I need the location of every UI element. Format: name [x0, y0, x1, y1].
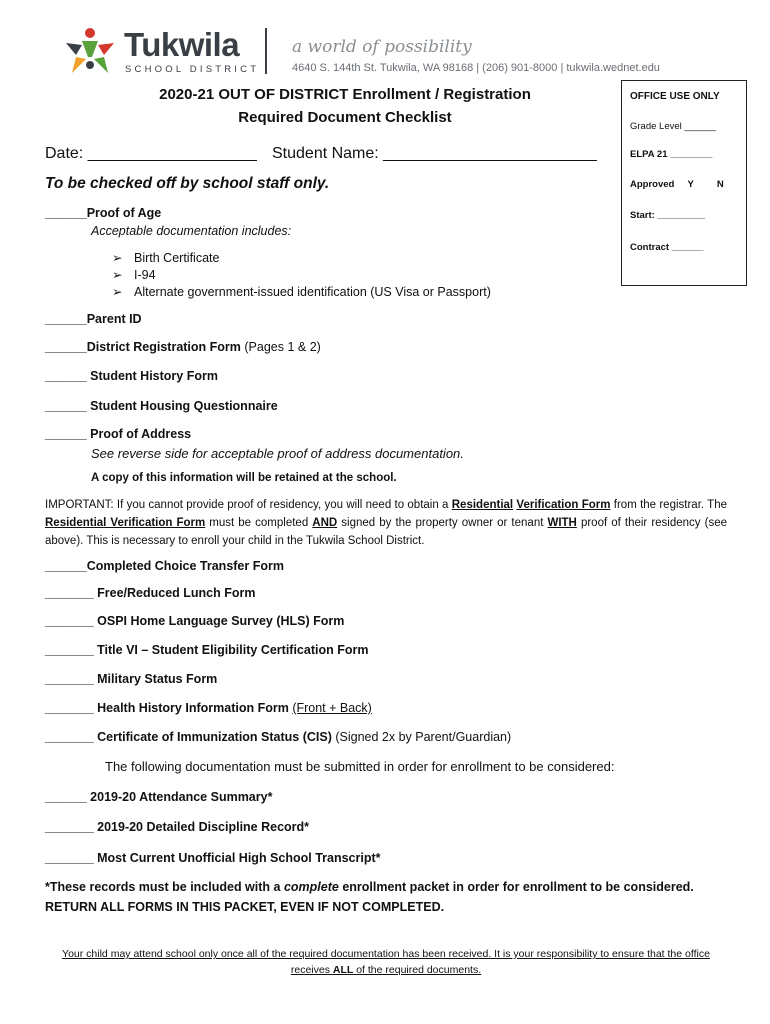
arrow-bullet-icon: ➢ — [112, 285, 123, 299]
contact-line: 4640 S. 144th St. Tukwila, WA 98168 | (206) 901-8000 | tukwila.wednet.edu — [292, 62, 660, 74]
grade-level-field: Grade Level ______ — [630, 121, 717, 132]
bullet-government-id: ➢ Alternate government-issued identification (US Visa or Passport) — [112, 285, 491, 299]
health-history-item: _______ Health History Information Form (Front + Back) — [45, 701, 372, 715]
following-documentation-note: The following documentation must be submitted in order for enrollment to be considered: — [105, 759, 615, 774]
copy-retained-note: A copy of this information will be retained at the school. — [91, 472, 397, 484]
bullet-i94: ➢ I-94 — [112, 268, 156, 282]
elpa-field: ELPA 21 ________ — [630, 149, 713, 160]
staff-instruction: To be checked off by school staff only. — [45, 175, 330, 192]
home-language-survey-item: _______ OSPI Home Language Survey (HLS) Form — [45, 614, 345, 628]
start-field: Start: _________ — [630, 210, 705, 221]
proof-of-address-item: ______ Proof of Address — [45, 427, 192, 441]
title-vi-item: _______ Title VI – Student Eligibility Certification Form — [45, 643, 369, 657]
immunization-item: _______ Certificate of Immunization Status (CIS) (Signed 2x by Parent/Guardian) — [45, 730, 512, 744]
free-reduced-lunch-item: _______ Free/Reduced Lunch Form — [45, 586, 256, 600]
bullet-birth-certificate: ➢ Birth Certificate — [112, 251, 220, 265]
district-name: Tukwila — [124, 26, 240, 63]
approved-no: N — [716, 179, 724, 190]
date-field: Date: ___________________ — [45, 145, 257, 162]
tukwila-logo-icon — [62, 27, 118, 75]
student-name-field: Student Name: ________________________ — [272, 145, 597, 162]
header-divider — [265, 28, 267, 74]
district-subtitle: SCHOOL DISTRICT — [125, 64, 260, 75]
housing-questionnaire-item: ______ Student Housing Questionnaire — [45, 399, 278, 413]
military-status-item: _______ Military Status Form — [45, 672, 218, 686]
arrow-bullet-icon: ➢ — [112, 268, 123, 282]
proof-of-address-note: See reverse side for acceptable proof of address documentation. — [91, 446, 464, 461]
office-use-box — [621, 80, 747, 286]
approved-label: Approved — [630, 179, 675, 190]
arrow-bullet-icon: ➢ — [112, 251, 123, 265]
approved-field — [630, 179, 724, 190]
office-heading: OFFICE USE ONLY — [630, 91, 720, 102]
proof-of-age-note: Acceptable documentation includes: — [91, 224, 292, 238]
parent-id-item: ______Parent ID — [45, 312, 142, 326]
attendance-summary-item: ______ 2019-20 Attendance Summary* — [45, 790, 273, 804]
important-paragraph: IMPORTANT: If you cannot provide proof of residency, you will need to obtain a Residential Verification Form from the registrar. The Residential Verification Form must be completed AND signed by the property owner or tenant WITH proof of their residency (see above). This is necessary to enroll your child in the Tukwila School District. — [45, 499, 728, 547]
proof-of-age-item: ______Proof of Age — [45, 206, 162, 220]
tagline: a world of possibility — [292, 37, 472, 57]
approved-yes: Y — [687, 179, 694, 190]
contract-field: Contract ______ — [630, 242, 704, 253]
document-title: 2020-21 OUT OF DISTRICT Enrollment / Registration — [159, 86, 531, 103]
district-registration-item: ______District Registration Form (Pages 1 & 2) — [45, 340, 321, 354]
records-requirement-note: *These records must be included with a complete enrollment packet in order for enrollment to be considered. RETURN ALL FORMS IN THIS PACKET, EVEN IF NOT COMPLETED. — [45, 880, 694, 914]
student-history-item: ______ Student History Form — [45, 369, 218, 383]
transcript-item: _______ Most Current Unofficial High School Transcript* — [45, 851, 381, 865]
discipline-record-item: _______ 2019-20 Detailed Discipline Record* — [45, 820, 310, 834]
document-subtitle: Required Document Checklist — [238, 109, 452, 126]
footer-note: Your child may attend school only once all of the required documentation has been received. It is your responsibility to ensure that the office receives ALL of the required documents. — [62, 948, 710, 976]
choice-transfer-item: ______Completed Choice Transfer Form — [45, 559, 284, 573]
